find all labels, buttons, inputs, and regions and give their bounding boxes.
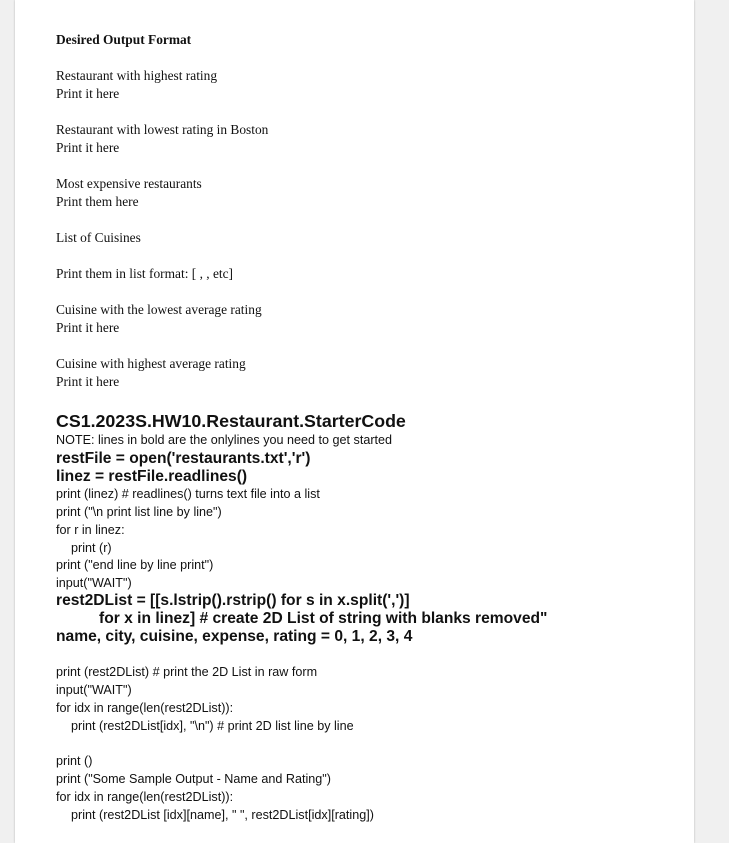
code-title: CS1.2023S.HW10.Restaurant.StarterCode: [56, 411, 406, 431]
format-line: Print it here: [56, 374, 120, 389]
code-line: print (): [56, 754, 93, 768]
format-line: Cuisine with the lowest average rating: [56, 302, 262, 317]
code-line: print (linez) # readlines() turns text file into a list: [56, 487, 320, 501]
format-line: Restaurant with highest rating: [56, 68, 218, 83]
format-line: Restaurant with lowest rating in Boston: [56, 122, 269, 137]
code-line-bold: for x in linez] # create 2D List of string with blanks removed": [99, 610, 548, 627]
format-line: Most expensive restaurants: [56, 176, 202, 191]
format-line: List of Cuisines: [56, 230, 141, 245]
code-line: input("WAIT"): [56, 576, 132, 590]
code-line: print ("\n print list line by line"): [56, 505, 222, 519]
code-line: print (rest2DList) # print the 2D List in raw form: [56, 665, 318, 679]
format-line: Print it here: [56, 140, 120, 155]
code-line: print (rest2DList[idx], "\n") # print 2D list line by line: [71, 719, 354, 733]
code-line: input("WAIT"): [56, 683, 132, 697]
code-line: print ("Some Sample Output - Name and Rating"): [56, 772, 331, 786]
format-title: Desired Output Format: [56, 32, 192, 47]
code-line: NOTE: lines in bold are the onlylines you need to get started: [56, 433, 393, 447]
code-line: print (rest2DList [idx][name], " ", rest2DList[idx][rating]): [71, 808, 374, 822]
code-line-bold: linez = restFile.readlines(): [56, 468, 248, 485]
format-line: Print it here: [56, 320, 120, 335]
format-line: Print them here: [56, 194, 139, 209]
document-page: [15, 0, 694, 843]
code-line: for idx in range(len(rest2DList)):: [56, 701, 234, 715]
code-line-bold: rest2DList = [[s.lstrip().rstrip() for s in x.split(',')]: [56, 592, 410, 609]
code-line: print (r): [71, 541, 112, 555]
format-line: Print it here: [56, 86, 120, 101]
format-line: Cuisine with highest average rating: [56, 356, 246, 371]
code-line: for r in linez:: [56, 523, 125, 537]
code-line-bold: restFile = open('restaurants.txt','r'): [56, 450, 311, 467]
format-line: Print them in list format: [ , , etc]: [56, 266, 234, 281]
code-line: print ("end line by line print"): [56, 558, 214, 572]
code-line-bold: name, city, cuisine, expense, rating = 0, 1, 2, 3, 4: [56, 628, 413, 645]
code-line: for idx in range(len(rest2DList)):: [56, 790, 234, 804]
